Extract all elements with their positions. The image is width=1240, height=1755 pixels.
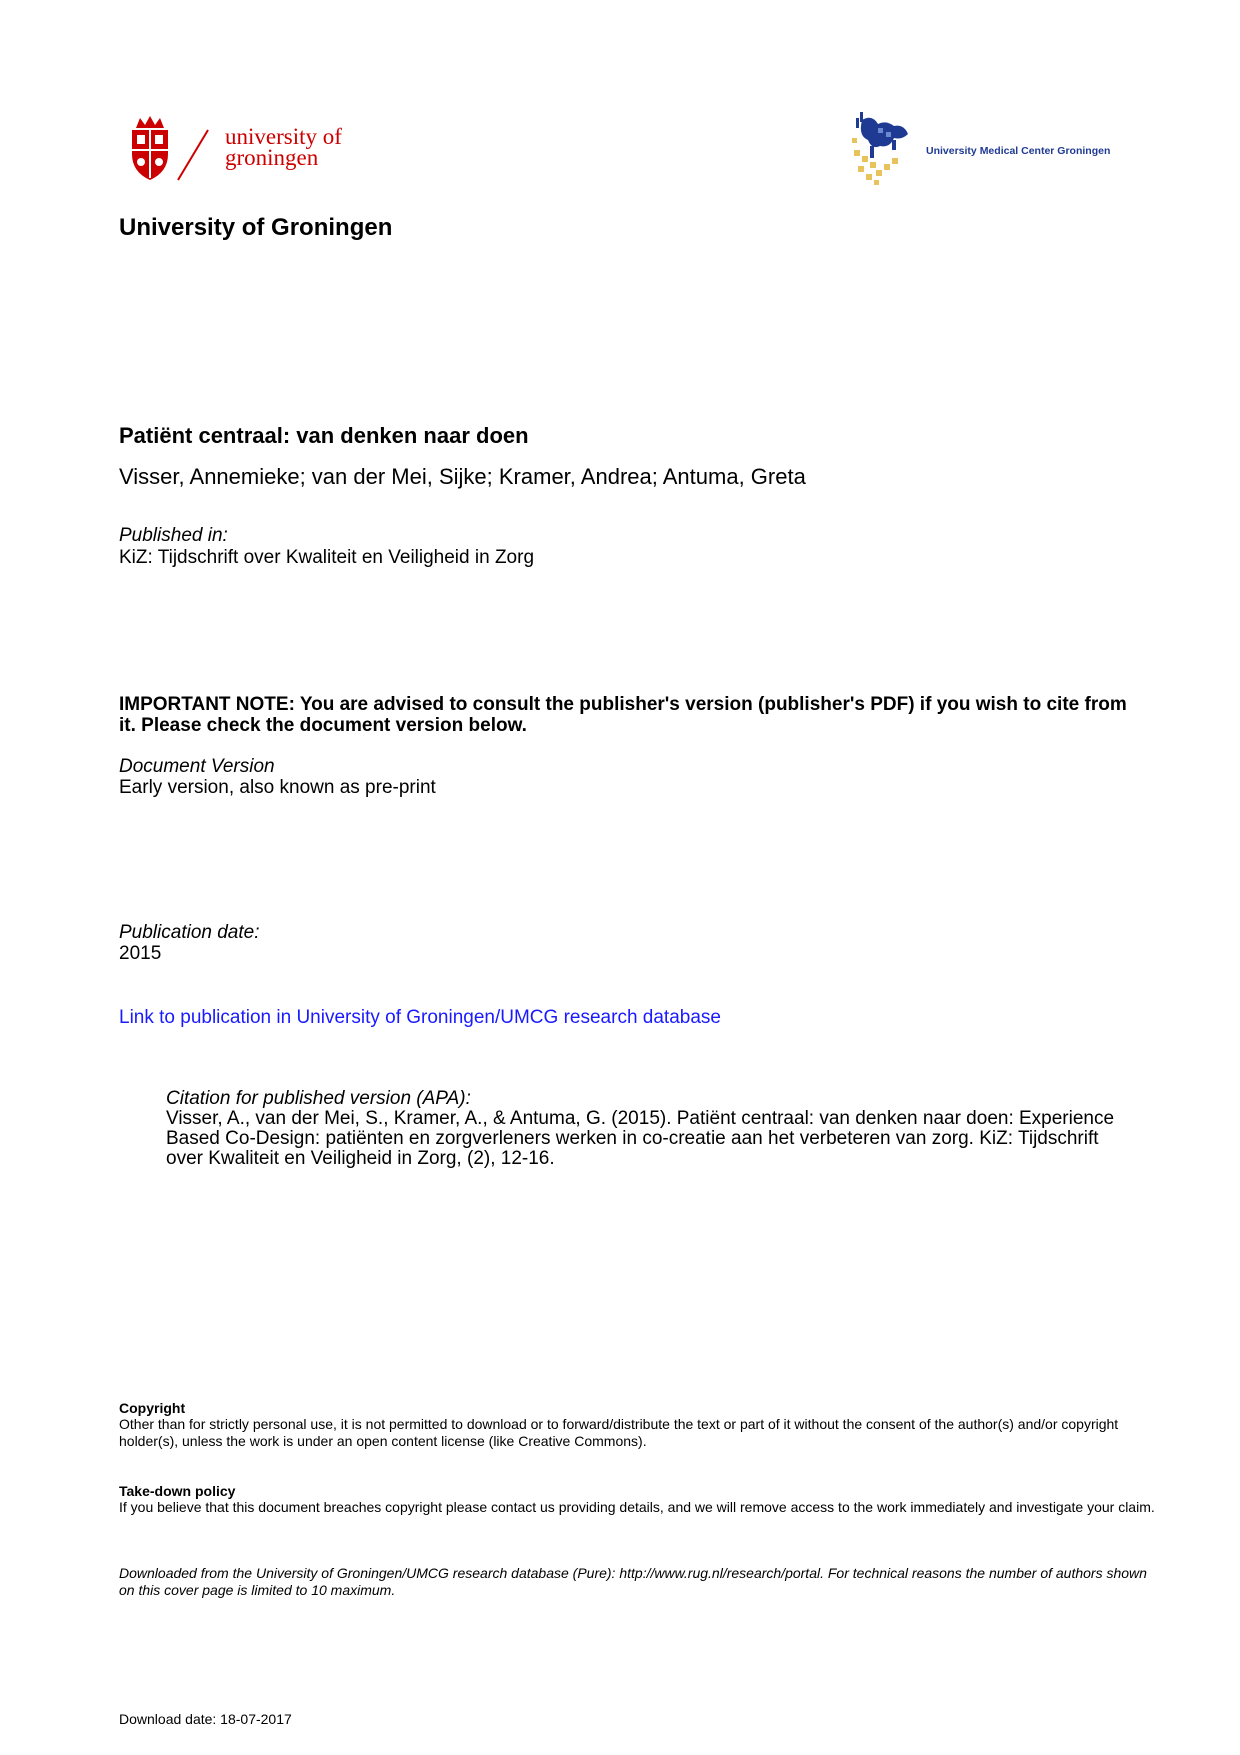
rug-logo-line2: groningen bbox=[225, 145, 319, 170]
document-version-label: Document Version bbox=[119, 756, 275, 777]
download-date: Download date: 18-07-2017 bbox=[119, 1711, 292, 1727]
umcg-logo bbox=[848, 110, 1118, 190]
university-of-groningen-logo bbox=[128, 116, 358, 182]
citation-label: Citation for published version (APA): bbox=[166, 1088, 471, 1109]
copyright-text: Other than for strictly personal use, it is not permitted to download or to forward/distribute the text or part of it without the consent of the author(s) and/or copyright holder(s), unless the work is under an open content license (like Creative Commons). bbox=[119, 1416, 1119, 1449]
umcg-logo-text: University Medical Center Groningen bbox=[926, 145, 1111, 157]
publication-link[interactable]: Link to publication in University of Groningen/UMCG research database bbox=[119, 1007, 721, 1028]
downloaded-from-note: Downloaded from the University of Groningen/UMCG research database (Pure): http://www.rug.nl/research/portal. For technical reasons the number of authors shown on this cover page is limited to 10 maximum. bbox=[119, 1565, 1147, 1598]
document-version-value: Early version, also known as pre-print bbox=[119, 777, 436, 798]
takedown-text: If you believe that this document breaches copyright please contact us providing details, and we will remove access to the work immediately and investigate your claim. bbox=[119, 1499, 1155, 1515]
copyright-heading: Copyright bbox=[119, 1400, 186, 1416]
publication-authors: Visser, Annemieke; van der Mei, Sijke; Kramer, Andrea; Antuma, Greta bbox=[119, 464, 806, 489]
takedown-heading: Take-down policy bbox=[119, 1483, 236, 1499]
publication-date-label: Publication date: bbox=[119, 922, 260, 943]
institution-heading: University of Groningen bbox=[119, 214, 393, 241]
citation-text: Visser, A., van der Mei, S., Kramer, A., & Antuma, G. (2015). Patiënt centraal: van denken naar doen: Experience Based Co-Design: patiënten en zorgverleners werken in co-creatie aan het verbeteren van zorg. KiZ: Tijdschrift over Kwaliteit en Veiligheid in Zorg, (2), 12-16. bbox=[166, 1108, 1115, 1169]
published-in-label: Published in: bbox=[119, 525, 228, 546]
publication-date-value: 2015 bbox=[119, 943, 162, 964]
important-note: IMPORTANT NOTE: You are advised to consult the publisher's version (publisher's PDF) if you wish to cite from it. Please check the document version below. bbox=[119, 694, 1127, 736]
publication-title: Patiënt centraal: van denken naar doen bbox=[119, 423, 529, 448]
published-in-value: KiZ: Tijdschrift over Kwaliteit en Veiligheid in Zorg bbox=[119, 547, 535, 568]
rug-logo-line1: university of bbox=[225, 124, 342, 149]
umcg-frog-icon bbox=[848, 110, 928, 190]
